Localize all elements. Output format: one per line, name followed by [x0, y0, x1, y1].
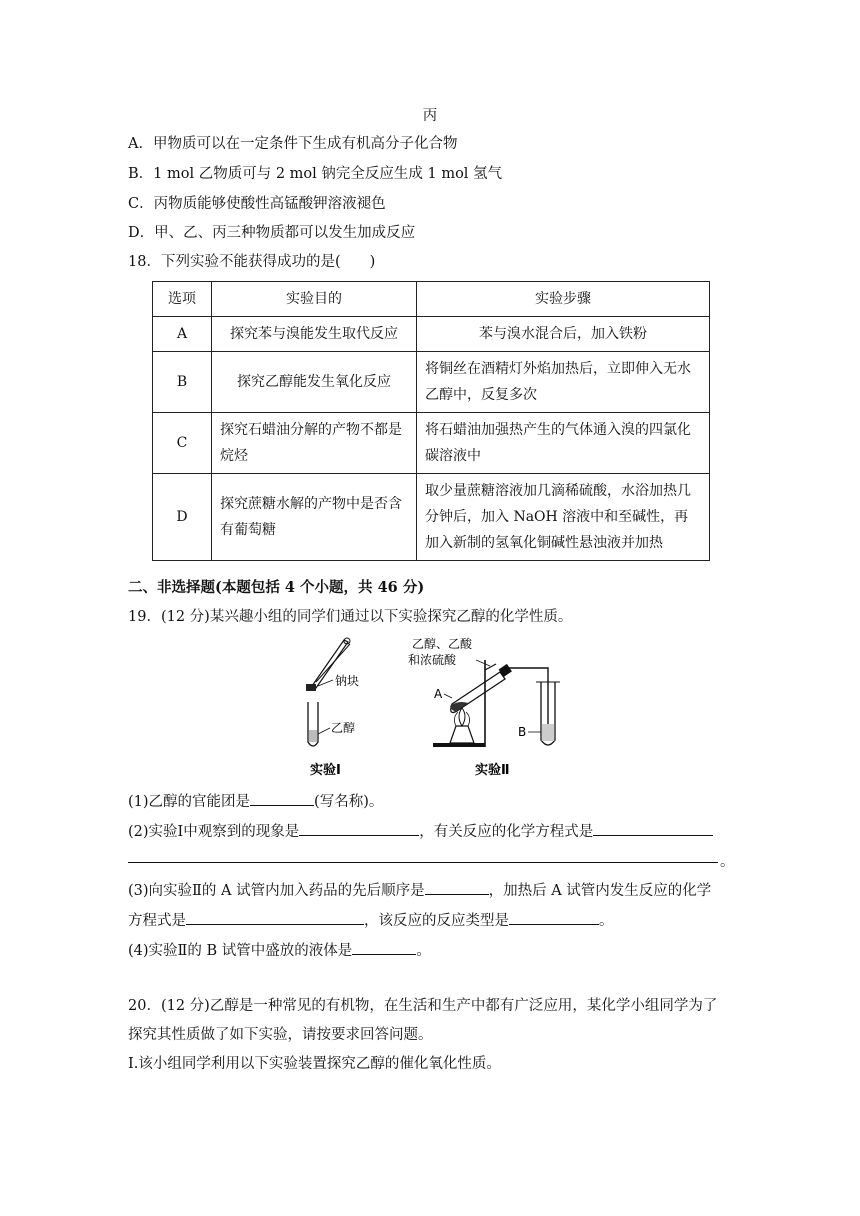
q19-part3-text-eq: 方程式是 [128, 913, 186, 929]
row-purpose: 探究蔗糖水解的产物中是否含有葡萄糖 [212, 474, 417, 561]
q19-part3-line1 [128, 880, 711, 901]
q19-part3-text-mid: ，加热后 A 试管内发生反应的化学 [488, 883, 712, 899]
q19-part2 [128, 821, 713, 842]
header-steps: 实验步骤 [417, 282, 710, 317]
answer-blank[interactable] [250, 791, 314, 806]
q20-line3: Ⅰ.该小组同学利用以下实验装置探究乙醇的催化氧化性质。 [128, 1056, 501, 1072]
row-steps: 苯与溴水混合后，加入铁粉 [417, 317, 710, 352]
test-tube-icon [308, 702, 318, 746]
row-option: B [153, 352, 212, 413]
label-reagents-1: 乙醇、乙酸 [412, 637, 473, 651]
answer-blank[interactable] [593, 821, 713, 836]
experiment-table [152, 281, 710, 561]
row-steps: 取少量蔗糖溶液加几滴稀硫酸，水浴加热几分钟后，加入 NaOH 溶液中和至碱性，再加入新制的氢氧化铜碱性悬浊液并加热 [417, 474, 710, 561]
row-steps: 将铜丝在酒精灯外焰加热后，立即伸入无水乙醇中，反复多次 [417, 352, 710, 413]
row-option: C [153, 413, 212, 474]
label-exp2: 实验Ⅱ [475, 763, 510, 778]
q19-part2-text-mid: ，有关反应的化学方程式是 [419, 824, 594, 840]
answer-blank[interactable] [509, 910, 599, 925]
figure-caption: 丙 [422, 108, 438, 124]
q19-part3-text-type: ，该反应的反应类型是 [364, 913, 509, 929]
label-reagents-2: 和浓硫酸 [408, 653, 457, 667]
q19-part1 [128, 791, 383, 812]
q17-option-a: A．甲物质可以在一定条件下生成有机高分子化合物 [128, 136, 458, 152]
q17-option-c: C．丙物质能够使酸性高锰酸钾溶液褪色 [128, 196, 386, 212]
q20-line1: 20．(12 分)乙醇是一种常见的有机物，在生活和生产中都有广泛应用，某化学小组同学为了 [128, 998, 718, 1014]
answer-blank[interactable] [352, 940, 416, 955]
row-purpose: 探究乙醇能发生氧化反应 [212, 352, 417, 413]
table-row [153, 474, 710, 561]
row-option: A [153, 317, 212, 352]
table-header-row [153, 282, 710, 317]
q19-part3-text: (3)向实验Ⅱ的 A 试管内加入药品的先后顺序是 [128, 883, 425, 899]
label-na-block: 钠块 [335, 674, 360, 688]
sodium-block-icon [306, 684, 316, 691]
label-tube-b: B [518, 725, 527, 739]
q19-part3-line2 [128, 910, 614, 931]
test-tube-a-icon [450, 664, 512, 713]
answer-blank[interactable] [186, 910, 364, 925]
table-row [153, 413, 710, 474]
row-steps: 将石蜡油加强热产生的气体通入溴的四氯化碳溶液中 [417, 413, 710, 474]
q19-part2-end: 。 [720, 854, 735, 870]
label-ethanol: 乙醇 [331, 721, 356, 735]
q19-part3-text-end: 。 [599, 913, 614, 929]
alcohol-lamp-icon [450, 708, 474, 743]
row-purpose: 探究石蜡油分解的产物不都是烷烃 [212, 413, 417, 474]
q19-stem: 19．(12 分)某兴趣小组的同学们通过以下实验探究乙醇的化学性质。 [128, 609, 573, 625]
row-purpose: 探究苯与溴能发生取代反应 [212, 317, 417, 352]
q17-option-d: D．甲、乙、丙三种物质都可以发生加成反应 [128, 225, 416, 241]
answer-blank-full-line[interactable] [128, 862, 718, 863]
table-row [153, 352, 710, 413]
q19-part2-text: (2)实验Ⅰ中观察到的现象是 [128, 824, 300, 840]
header-purpose: 实验目的 [212, 282, 417, 317]
table-row [153, 317, 710, 352]
q19-part4 [128, 940, 431, 961]
row-option: D [153, 474, 212, 561]
delivery-tube-icon [509, 668, 548, 726]
section-heading: 二、非选择题(本题包括 4 个小题，共 46 分) [128, 579, 425, 596]
q19-part4-text-end: 。 [416, 943, 431, 959]
answer-blank[interactable] [425, 880, 489, 895]
q17-option-b: B．1 mol 乙物质可与 2 mol 钠完全反应生成 1 mol 氢气 [128, 166, 503, 182]
answer-blank[interactable] [299, 821, 419, 836]
q19-part1-text: (1)乙醇的官能团是 [128, 794, 251, 810]
q18-stem: 18．下列实验不能获得成功的是( ) [128, 254, 376, 270]
q19-part4-text: (4)实验Ⅱ的 B 试管中盛放的液体是 [128, 943, 353, 959]
header-option: 选项 [153, 282, 212, 317]
q19-part1-text-end: (写名称)。 [314, 794, 384, 810]
q20-line2: 探究其性质做了如下实验，请按要求回答问题。 [128, 1027, 433, 1043]
experiment-diagram [300, 630, 570, 780]
label-exp1: 实验Ⅰ [310, 763, 341, 778]
label-tube-a: A [434, 687, 443, 701]
